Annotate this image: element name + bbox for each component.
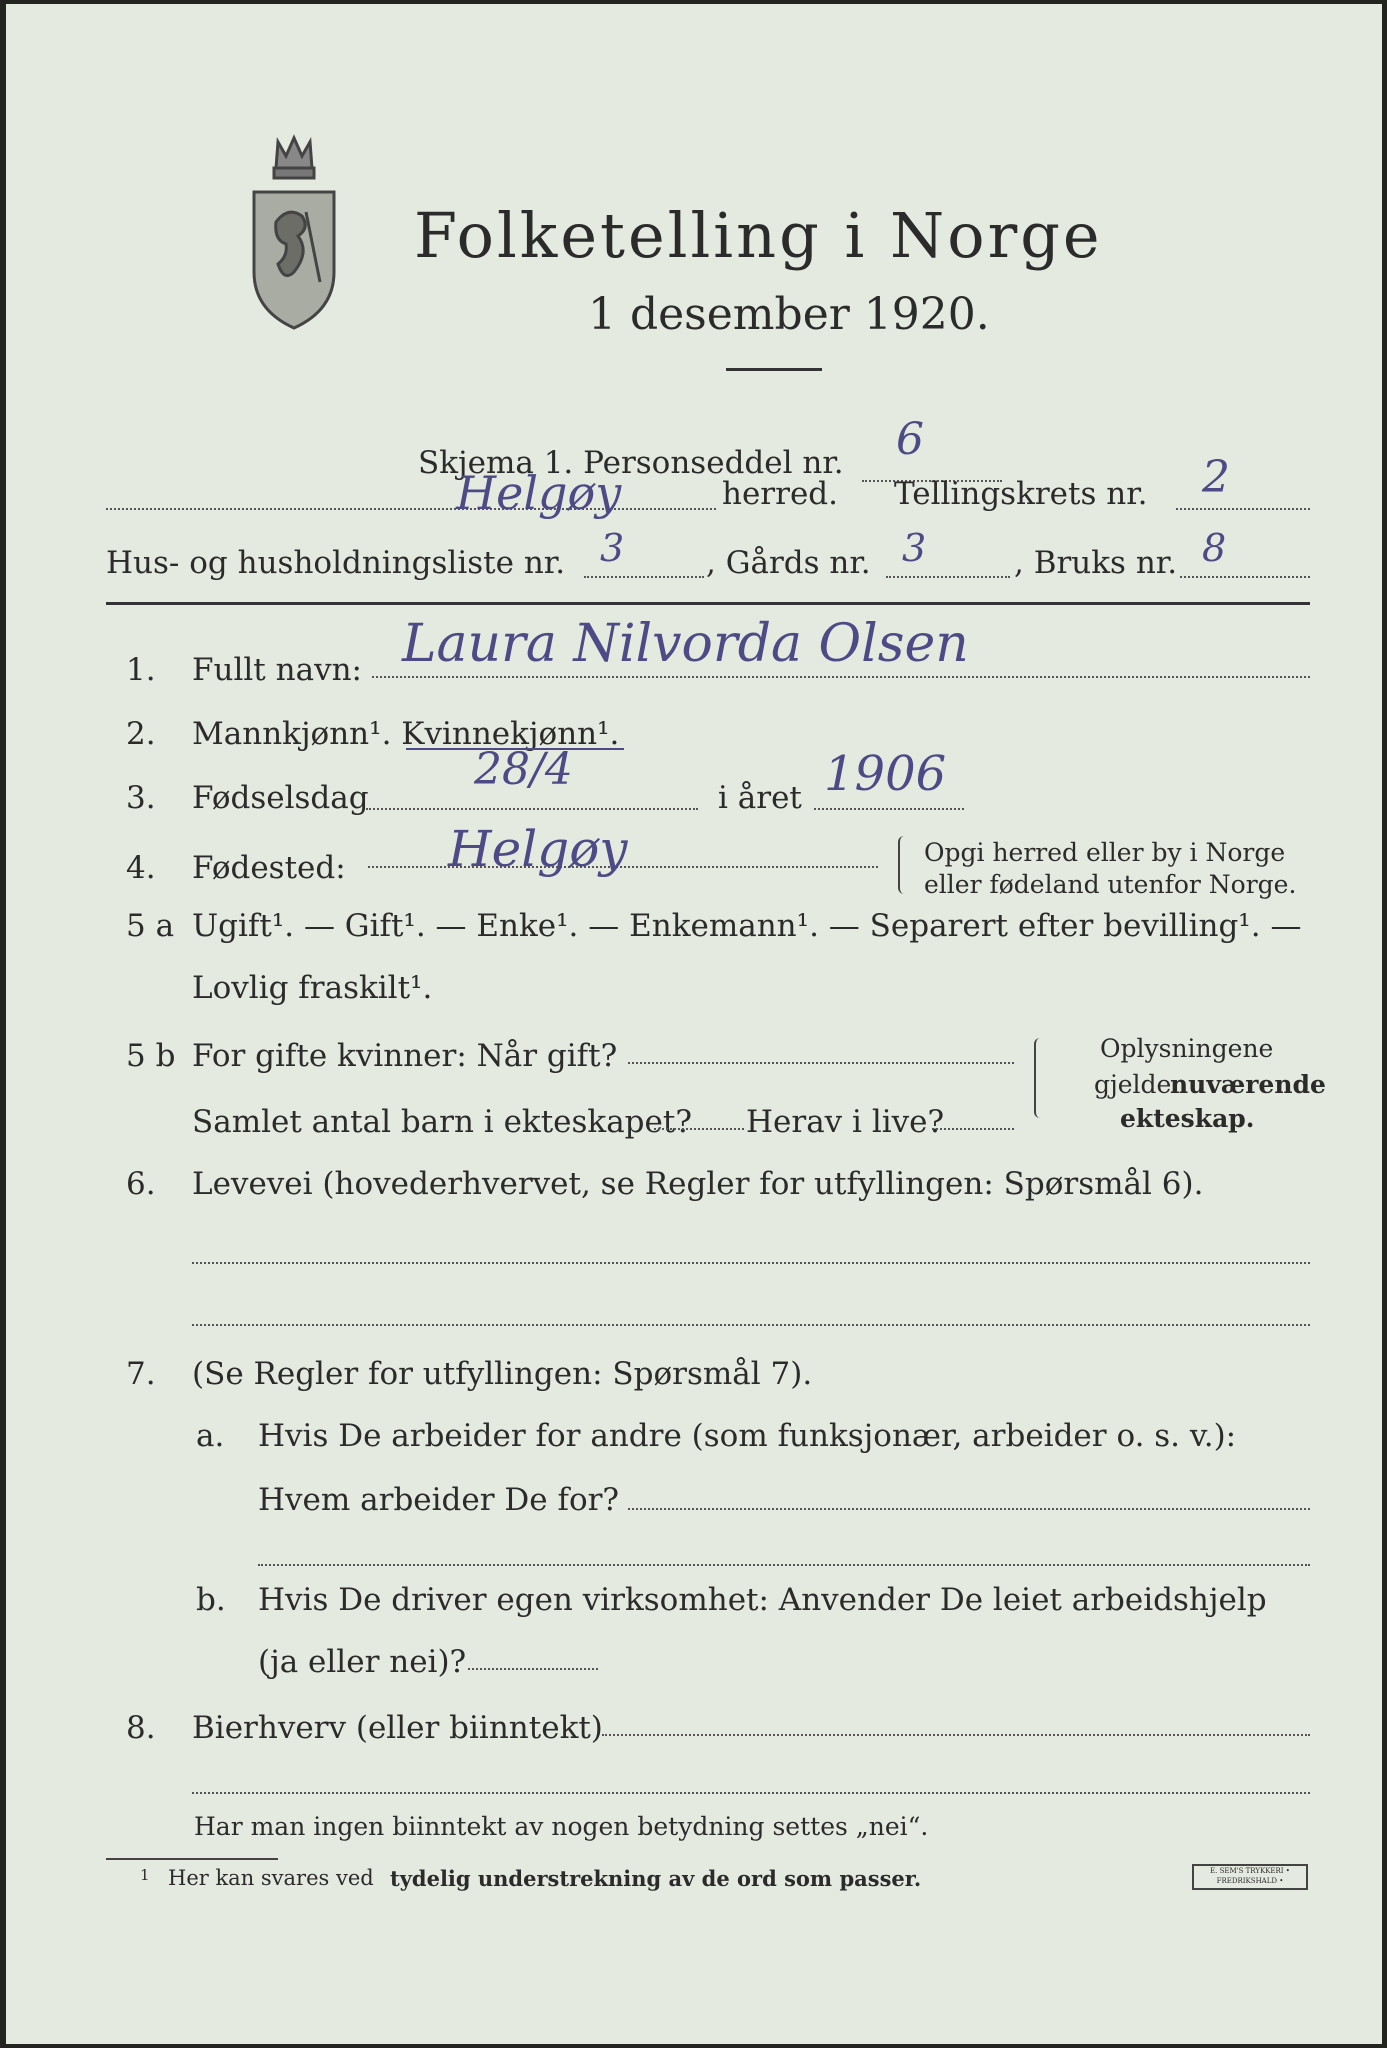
q6-number: 6.	[126, 1166, 156, 1202]
gards-label: , Gårds nr.	[706, 545, 871, 581]
q5a-line2: Lovlig fraskilt¹.	[192, 970, 433, 1006]
no-income-note: Har man ingen biinntekt av nogen betydning settes „nei“.	[194, 1812, 929, 1841]
q6-line1	[192, 1262, 1310, 1264]
q7a-letter: a.	[196, 1418, 225, 1454]
q4-note-line1: Opgi herred eller by i Norge	[924, 838, 1286, 867]
q6-label: Levevei (hovederhvervet, se Regler for utfyllingen: Spørsmål 6).	[192, 1166, 1204, 1202]
q7a-line2: Hvem arbeider De for?	[258, 1482, 620, 1518]
hus-line	[584, 576, 704, 578]
q5b-brace	[1034, 1038, 1044, 1118]
q7-number: 7.	[126, 1356, 156, 1392]
q7a-line1: Hvis De arbeider for andre (som funksjonær, arbeider o. s. v.):	[258, 1418, 1237, 1454]
footnote-mark: 1	[140, 1866, 150, 1884]
q4-brace	[898, 836, 908, 894]
q5b-note-line3: ekteskap.	[1120, 1104, 1255, 1133]
coat-of-arms-icon	[248, 132, 340, 332]
gards-value: 3	[902, 526, 927, 570]
personseddel-value: 6	[896, 414, 924, 465]
q5a-number: 5 a	[126, 908, 175, 944]
q5b-children-line	[654, 1128, 744, 1130]
q8-line2	[192, 1792, 1310, 1794]
q5a-line1: Ugift¹. — Gift¹. — Enke¹. — Enkemann¹. — Separert efter bevilling¹. —	[192, 908, 1302, 944]
q7b-letter: b.	[196, 1582, 226, 1618]
printer-stamp	[1192, 1864, 1308, 1890]
year-label: i året	[718, 780, 802, 816]
birthplace-value: Helgøy	[448, 820, 628, 878]
q5b-note-line2b: nuværende	[1170, 1070, 1326, 1099]
printer-stamp-text: E. SEM'S TRYKKERI • FREDRIKSHALD •	[1210, 1867, 1290, 1885]
birthday-value: 28/4	[474, 744, 573, 795]
schema-label: Skjema 1. Personseddel nr.	[418, 445, 844, 481]
q4-note-line2: eller fødeland utenfor Norge.	[924, 870, 1297, 899]
q5b-number: 5 b	[126, 1038, 176, 1074]
tellingskrets-value: 2	[1202, 452, 1230, 503]
q5b-note-line1: Oplysningene	[1100, 1034, 1274, 1063]
census-date: 1 desember 1920.	[588, 289, 990, 340]
q8-line1	[602, 1734, 1310, 1736]
footnote-text: Her kan svares ved	[168, 1866, 374, 1890]
header-divider	[106, 602, 1310, 605]
bruks-label: , Bruks nr.	[1014, 545, 1178, 581]
q5b-label3: Herav i live?	[746, 1104, 945, 1140]
gards-line	[886, 576, 1010, 578]
q7a-extra-line	[258, 1564, 1310, 1566]
q5b-married-line	[628, 1062, 1014, 1064]
q5b-label2: Samlet antal barn i ekteskapet?	[192, 1104, 692, 1140]
bruks-line	[1180, 576, 1310, 578]
q2-label: Mannkjønn¹. Kvinnekjønn¹.	[192, 716, 620, 752]
bruks-value: 8	[1202, 526, 1227, 570]
q8-number: 8.	[126, 1710, 156, 1746]
q4-number: 4.	[126, 850, 156, 886]
q6-line2	[192, 1324, 1310, 1326]
census-form	[6, 4, 1382, 2044]
footnote-rule	[106, 1858, 278, 1860]
herred-value: Helgøy	[456, 466, 622, 520]
herred-line	[106, 508, 716, 510]
q3-year-line	[814, 808, 964, 810]
q3-day-line	[366, 808, 698, 810]
q7a-employer-line	[628, 1508, 1310, 1510]
q7b-line1: Hvis De driver egen virksomhet: Anvender De leiet arbeidshjelp	[258, 1582, 1267, 1618]
hus-label: Hus- og husholdningsliste nr.	[106, 545, 566, 581]
q4-label: Fødested:	[192, 850, 346, 886]
title-divider	[726, 368, 822, 371]
q7-label: (Se Regler for utfyllingen: Spørsmål 7).	[192, 1356, 813, 1392]
q5b-label1: For gifte kvinner: Når gift?	[192, 1038, 618, 1074]
q7b-line2: (ja eller nei)?	[258, 1644, 467, 1680]
birth-year-value: 1906	[824, 746, 947, 802]
q1-number: 1.	[126, 652, 156, 688]
footnote-bold: tydelig understrekning av de ord som passer.	[390, 1866, 922, 1891]
hus-value: 3	[600, 526, 625, 570]
q5b-note-line2a: gjelder	[1094, 1070, 1184, 1099]
q2-number: 2.	[126, 716, 156, 752]
q1-line	[372, 676, 1310, 678]
herred-label: herred.	[722, 476, 838, 512]
q3-label: Fødselsdag	[192, 780, 369, 816]
full-name-value: Laura Nilvorda Olsen	[402, 614, 969, 674]
form-title: Folketelling i Norge	[414, 199, 1103, 272]
q1-label: Fullt navn:	[192, 652, 362, 688]
q8-label: Bierhverv (eller biinntekt)	[192, 1710, 603, 1746]
tellingskrets-label: Tellingskrets nr.	[894, 476, 1148, 512]
q5b-alive-line	[932, 1128, 1014, 1130]
q3-number: 3.	[126, 780, 156, 816]
q7b-answer-line	[468, 1668, 598, 1670]
tellingskrets-line	[1176, 508, 1310, 510]
